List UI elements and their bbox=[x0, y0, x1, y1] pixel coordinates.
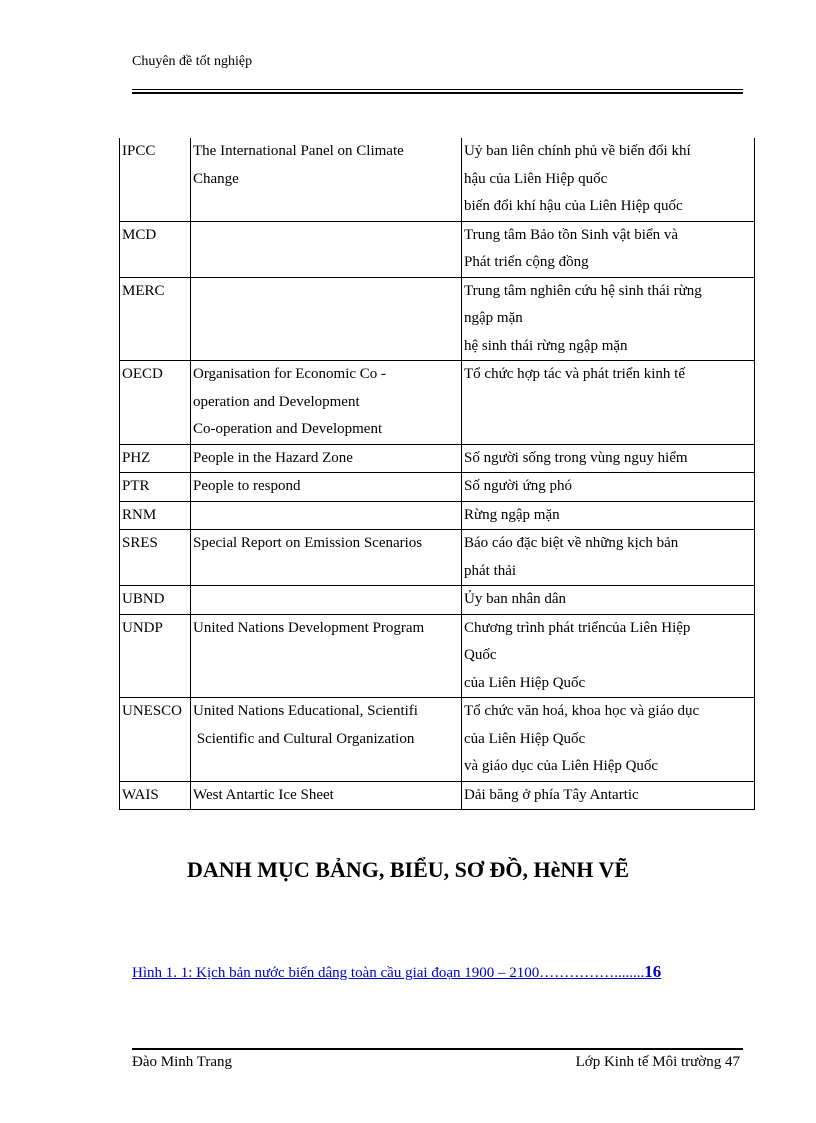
vietnamese-name-cell bbox=[462, 444, 755, 473]
english-name-cell bbox=[191, 781, 462, 810]
vietnamese-name-line: phát thải bbox=[464, 562, 517, 579]
english-name-line: The International Panel on Climate bbox=[193, 143, 404, 159]
vietnamese-name-line: của Liên Hiệp Quốc bbox=[464, 730, 586, 747]
vietnamese-name-line: Quốc bbox=[464, 647, 497, 663]
abbr-cell bbox=[120, 361, 191, 445]
toc-entry-page[interactable]: 16 bbox=[644, 962, 662, 981]
english-name-cell bbox=[191, 221, 462, 277]
table-row bbox=[120, 444, 755, 473]
english-name-cell bbox=[191, 530, 462, 586]
english-name-line: United Nations Development Program bbox=[193, 619, 425, 636]
vietnamese-name-line: hậu của Liên Hiệp quốc bbox=[464, 170, 608, 187]
abbr-text: MERC bbox=[122, 282, 165, 299]
abbr-cell bbox=[120, 614, 191, 698]
vietnamese-name-line: Chương trình phát triểncủa Liên Hiệp bbox=[464, 619, 691, 636]
toc-entry-text[interactable]: Hình 1. 1: Kịch bản nước biển dâng toàn cầu giai đoạn 1900 – 2100……………........ bbox=[132, 965, 645, 981]
vietnamese-name-line: Số người ứng phó bbox=[464, 478, 572, 494]
table-row bbox=[120, 138, 755, 221]
vietnamese-name-cell bbox=[462, 473, 755, 502]
abbr-text: PTR bbox=[122, 478, 150, 494]
english-name-cell bbox=[191, 138, 462, 221]
abbr-text: OECD bbox=[122, 366, 163, 382]
abbr-cell bbox=[120, 501, 191, 530]
table-row bbox=[120, 473, 755, 502]
table-row bbox=[120, 361, 755, 445]
abbr-text: UNDP bbox=[122, 619, 163, 636]
header-rule bbox=[132, 89, 743, 94]
abbr-text: SRES bbox=[122, 535, 158, 551]
vietnamese-name-cell bbox=[462, 138, 755, 221]
english-name-line: Co-operation and Development bbox=[193, 421, 383, 437]
english-name-cell bbox=[191, 614, 462, 698]
footer-author: Đào Minh Trang bbox=[132, 1054, 233, 1070]
english-name-cell bbox=[191, 444, 462, 473]
table-row bbox=[120, 530, 755, 586]
english-name-line: Organisation for Economic Co - bbox=[193, 366, 387, 382]
english-name-line: People to respond bbox=[193, 478, 301, 494]
abbr-cell bbox=[120, 586, 191, 615]
english-name-cell bbox=[191, 361, 462, 445]
english-name-line: People in the Hazard Zone bbox=[193, 449, 353, 466]
english-name-cell bbox=[191, 586, 462, 615]
section-title: DANH MỤC BẢNG, BIỂU, SƠ ĐỒ, HèNH VẼ bbox=[186, 857, 630, 882]
vietnamese-name-line: Trung tâm Bảo tồn Sinh vật biển và bbox=[464, 226, 679, 243]
english-name-line: Scientific and Cultural Organization bbox=[193, 730, 415, 747]
table-row bbox=[120, 781, 755, 810]
abbr-cell bbox=[120, 444, 191, 473]
english-name-cell bbox=[191, 698, 462, 782]
vietnamese-name-line: của Liên Hiệp Quốc bbox=[464, 674, 586, 691]
english-name-line: Special Report on Emission Scenarios bbox=[193, 535, 423, 551]
english-name-line: Change bbox=[193, 170, 239, 187]
abbr-text: MCD bbox=[122, 226, 157, 243]
abbr-cell bbox=[120, 698, 191, 782]
vietnamese-name-cell bbox=[462, 501, 755, 530]
vietnamese-name-line: Ủy ban nhân dân bbox=[464, 591, 567, 607]
table-row bbox=[120, 614, 755, 698]
vietnamese-name-line: Tổ chức hợp tác và phát triển kinh tế bbox=[464, 366, 685, 382]
vietnamese-name-line: Rừng ngập mặn bbox=[464, 506, 560, 523]
vietnamese-name-line: Tổ chức văn hoá, khoa học và giáo dục bbox=[464, 703, 700, 719]
abbr-cell bbox=[120, 781, 191, 810]
toc-entry-link[interactable] bbox=[132, 962, 661, 982]
vietnamese-name-cell bbox=[462, 614, 755, 698]
vietnamese-name-line: hệ sinh thái rừng ngập mặn bbox=[464, 337, 628, 354]
english-name-line: operation and Development bbox=[193, 393, 360, 410]
abbr-text: WAIS bbox=[122, 786, 159, 803]
vietnamese-name-line: Trung tâm nghiên cứu hệ sinh thái rừng bbox=[464, 282, 702, 299]
english-name-cell bbox=[191, 501, 462, 530]
abbr-cell bbox=[120, 277, 191, 361]
table-row bbox=[120, 501, 755, 530]
english-name-cell bbox=[191, 277, 462, 361]
abbr-text: UNESCO bbox=[122, 703, 183, 719]
vietnamese-name-line: Dải băng ở phía Tây Antartic bbox=[464, 786, 639, 803]
abbr-cell bbox=[120, 221, 191, 277]
vietnamese-name-cell bbox=[462, 586, 755, 615]
vietnamese-name-line: Số người sống trong vùng nguy hiểm bbox=[464, 449, 688, 466]
footer-class: Lớp Kinh tế Môi trường 47 bbox=[575, 1054, 740, 1070]
vietnamese-name-cell bbox=[462, 530, 755, 586]
vietnamese-name-line: Uỷ ban liên chính phủ về biến đổi khí bbox=[464, 143, 691, 159]
table-row bbox=[120, 221, 755, 277]
vietnamese-name-line: biến đổi khí hậu của Liên Hiệp quốc bbox=[464, 198, 683, 214]
table-row bbox=[120, 586, 755, 615]
abbr-text: UBND bbox=[122, 591, 165, 607]
abbr-text: RNM bbox=[122, 506, 157, 523]
page-header-title: Chuyên đề tốt nghiệp bbox=[132, 54, 253, 69]
vietnamese-name-line: Phát triển cộng đồng bbox=[464, 254, 589, 270]
abbr-cell bbox=[120, 138, 191, 221]
english-name-cell bbox=[191, 473, 462, 502]
vietnamese-name-line: Báo cáo đặc biệt về những kịch bản bbox=[464, 535, 679, 551]
vietnamese-name-line: và giáo dục của Liên Hiệp Quốc bbox=[464, 758, 659, 774]
vietnamese-name-cell bbox=[462, 361, 755, 445]
abbreviation-table bbox=[119, 138, 755, 810]
abbr-text: PHZ bbox=[122, 449, 151, 466]
table-row bbox=[120, 698, 755, 782]
vietnamese-name-cell bbox=[462, 221, 755, 277]
footer-rule bbox=[132, 1048, 743, 1050]
table-row bbox=[120, 277, 755, 361]
english-name-line: West Antartic Ice Sheet bbox=[193, 786, 334, 803]
vietnamese-name-line: ngập mặn bbox=[464, 310, 523, 326]
abbr-text: IPCC bbox=[122, 143, 156, 159]
vietnamese-name-cell bbox=[462, 781, 755, 810]
vietnamese-name-cell bbox=[462, 698, 755, 782]
english-name-line: United Nations Educational, Scientifi bbox=[193, 703, 418, 719]
abbr-cell bbox=[120, 530, 191, 586]
vietnamese-name-cell bbox=[462, 277, 755, 361]
abbr-cell bbox=[120, 473, 191, 502]
